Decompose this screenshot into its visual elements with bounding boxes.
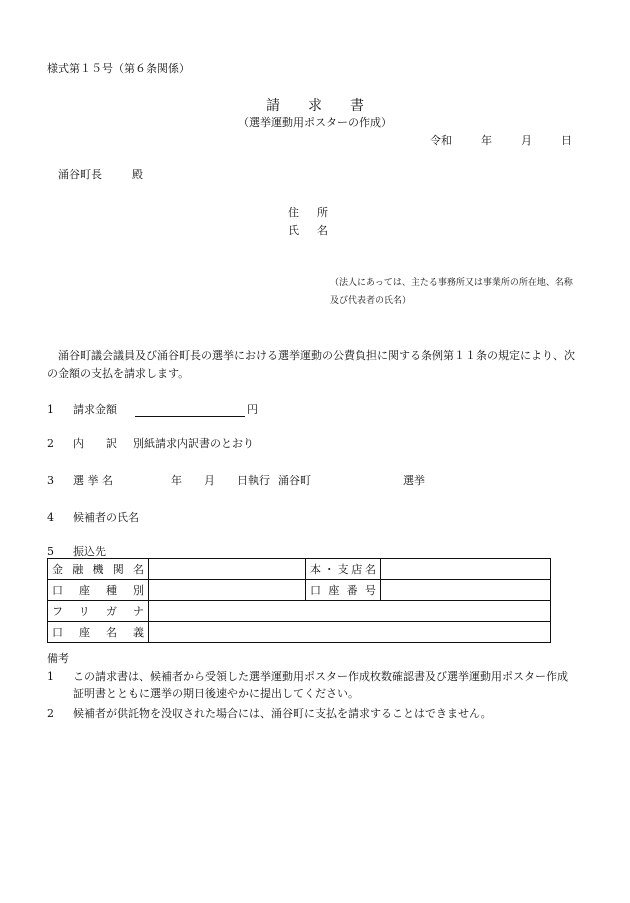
note-item-2-num: 2 (47, 707, 54, 720)
note-item-1 (47, 668, 577, 702)
item-breakdown (47, 435, 254, 451)
form-number: 様式第１５号（第６条関係） (47, 62, 190, 75)
election-month: 月 (204, 474, 215, 487)
note-item-2-text: 候補者が供託物を没収された場合には、涌谷町に支払を請求することはできません。 (73, 707, 492, 720)
bank-row-3 (48, 601, 551, 622)
date-era: 令和 (430, 134, 452, 147)
item-breakdown-value: 別紙請求内訳書のとおり (133, 437, 254, 450)
notes-heading: 備考 (47, 652, 69, 665)
bank-branch-value[interactable] (381, 559, 551, 580)
name-label: 氏名 (288, 224, 346, 237)
addressee-name: 涌谷町長 (58, 168, 102, 181)
addressee-honorific: 殿 (132, 168, 143, 181)
account-number-value[interactable] (381, 580, 551, 601)
amount-blank (135, 405, 245, 417)
item-amount-num: 1 (47, 403, 54, 416)
item-amount-label: 請求金額 (73, 403, 117, 416)
bank-branch-label: 本・支店名 (306, 559, 381, 580)
account-number-label: 口座番号 (306, 580, 381, 601)
item-election-label: 選 挙 名 (73, 474, 113, 487)
item-transfer-num: 5 (47, 545, 54, 558)
election-year: 年 (171, 474, 182, 487)
note-item-1-num: 1 (47, 670, 54, 683)
account-type-value[interactable] (149, 580, 306, 601)
address-label: 住所 (288, 206, 346, 219)
item-transfer-label: 振込先 (73, 545, 106, 558)
item-breakdown-label: 内 訳 (73, 437, 117, 450)
bank-table (47, 558, 551, 643)
date-line (430, 132, 572, 148)
item-election-num: 3 (47, 474, 54, 487)
item-amount-unit: 円 (247, 403, 258, 416)
furigana-label: フリガナ (48, 601, 149, 622)
item-candidate-num: 4 (47, 511, 54, 524)
furigana-value[interactable] (149, 601, 551, 622)
account-name-label: 口座名義 (48, 622, 149, 643)
document-title: 請求書 (266, 98, 392, 114)
item-transfer (47, 543, 106, 559)
date-year: 年 (481, 134, 492, 147)
bank-row-4 (48, 622, 551, 643)
date-month: 月 (521, 134, 532, 147)
corporate-note: （法人にあっては、主たる事務所又は事業所の所在地、名称及び代表者の氏名） (330, 278, 573, 306)
bank-institution-value[interactable] (149, 559, 306, 580)
election-town: 涌谷町 (278, 474, 311, 487)
bank-row-2 (48, 580, 551, 601)
date-day: 日 (561, 134, 572, 147)
item-amount (47, 401, 258, 417)
item-candidate (47, 509, 139, 525)
election-suffix: 選挙 (403, 474, 425, 487)
note-item-2 (47, 705, 577, 722)
item-breakdown-num: 2 (47, 437, 54, 450)
addressee (58, 166, 143, 182)
bank-institution-label: 金融機関名 (48, 559, 149, 580)
item-candidate-label: 候補者の氏名 (73, 511, 139, 524)
note-item-1-text: この請求書は、候補者から受領した選挙運動用ポスター作成枚数確認書及び選挙運動用ポスター作成証明書とともに選挙の期日後速やかに提出してください。 (73, 670, 568, 700)
document-subtitle: （選挙運動用ポスターの作成） (238, 116, 392, 129)
body-text: 涌谷町議会議員及び涌谷町長の選挙における選挙運動の公費負担に関する条例第１１条の規定により、次の金額の支払を請求します。 (47, 349, 575, 380)
item-election (47, 472, 425, 488)
election-held: 日執行 (237, 474, 270, 487)
account-type-label: 口座種別 (48, 580, 149, 601)
account-name-value[interactable] (149, 622, 551, 643)
bank-row-1 (48, 559, 551, 580)
